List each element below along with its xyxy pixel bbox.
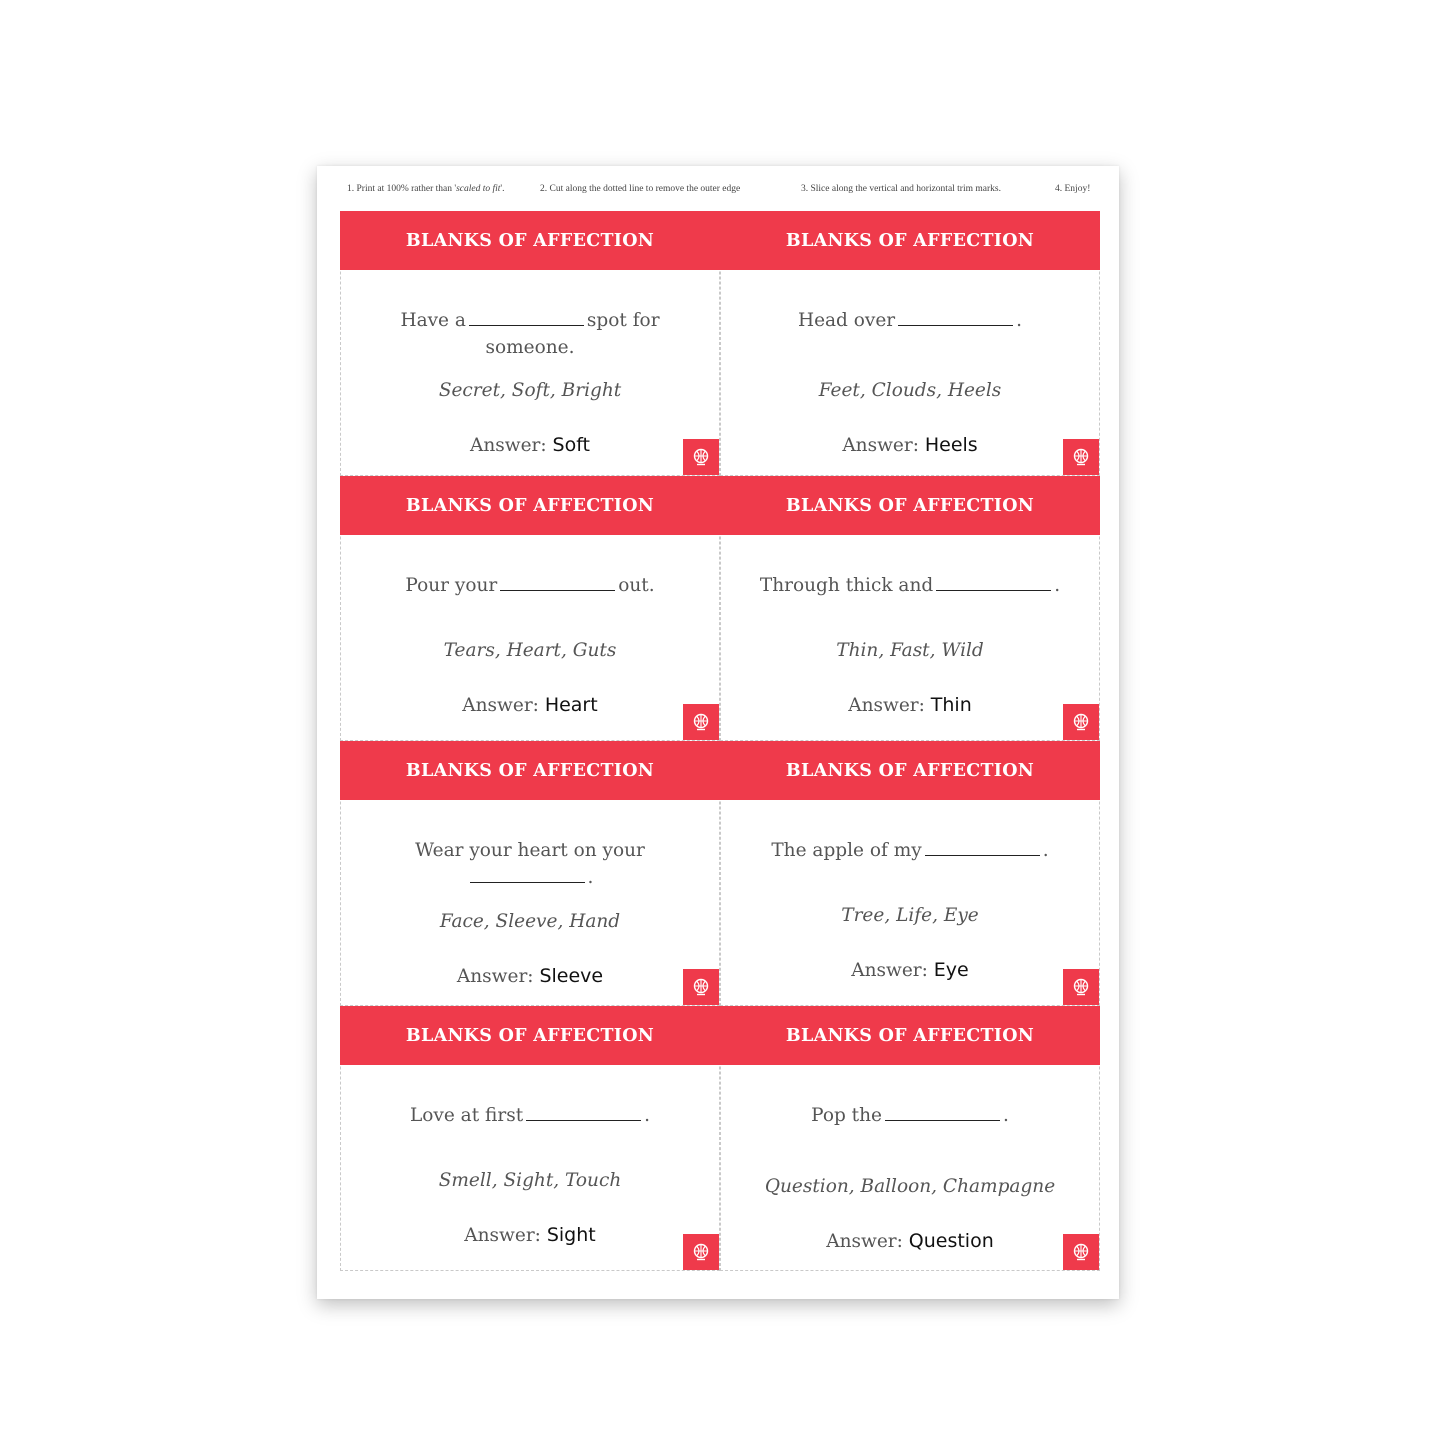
globe-logo-icon [683,439,719,475]
print-instructions [317,184,1119,200]
card-options: Smell, Sight, Touch [438,1170,622,1191]
card-banner: BLANKS OF AFFECTION [340,211,720,270]
card-banner: BLANKS OF AFFECTION [340,741,720,800]
blank-line [469,309,584,326]
globe-logo-glyph [691,977,711,997]
card-question: Have a spot for someone. [400,310,660,358]
card-banner: BLANKS OF AFFECTION [720,741,1100,800]
card-question: Pop the . [811,1105,1009,1126]
card-options: Face, Sleeve, Hand [439,911,621,932]
card-options: Question, Balloon, Champagne [764,1176,1056,1197]
globe-logo-glyph [691,1242,711,1262]
globe-logo-icon [1063,439,1099,475]
blank-line [898,309,1013,326]
card-answer: Answer: Heels [842,434,978,456]
blank-line [500,574,615,591]
card-question: Wear your heart on your . [415,840,645,888]
globe-logo-glyph [1071,447,1091,467]
globe-logo-glyph [1071,977,1091,997]
card-banner: BLANKS OF AFFECTION [720,1006,1100,1065]
card-6 [720,741,1100,1006]
card-options: Tree, Life, Eye [841,905,979,926]
card-options: Thin, Fast, Wild [836,640,984,661]
card-question: Love at first . [409,1105,651,1126]
card-options: Secret, Soft, Bright [438,380,622,401]
card-2 [720,211,1100,476]
card-grid [340,211,1101,1273]
globe-logo-icon [683,969,719,1005]
card-question: The apple of my . [771,840,1049,861]
blank-line [936,574,1051,591]
card-banner: BLANKS OF AFFECTION [720,476,1100,535]
instruction-step-4: 4. Enjoy! [1055,184,1091,194]
card-answer: Answer: Sight [464,1224,596,1246]
globe-logo-icon [1063,1234,1099,1270]
globe-logo-icon [683,1234,719,1270]
globe-logo-icon [1063,704,1099,740]
blank-line [470,866,585,883]
instruction-step-2: 2. Cut along the dotted line to remove the outer edge [540,184,741,194]
card-options: Feet, Clouds, Heels [818,380,1002,401]
blank-line [925,839,1040,856]
globe-logo-glyph [1071,712,1091,732]
card-7 [340,1006,720,1271]
card-options: Tears, Heart, Guts [443,640,617,661]
card-banner: BLANKS OF AFFECTION [340,476,720,535]
card-5 [340,741,720,1006]
card-answer: Answer: Heart [462,694,598,716]
card-8 [720,1006,1100,1271]
blank-line [526,1104,641,1121]
instruction-step-3: 3. Slice along the vertical and horizontal trim marks. [801,184,1001,194]
instruction-step-1: 1. Print at 100% rather than 'scaled to fit'. [347,184,505,194]
card-question: Pour your out. [405,575,655,596]
card-answer: Answer: Thin [848,694,972,716]
globe-logo-glyph [691,447,711,467]
card-answer: Answer: Eye [851,959,969,981]
globe-logo-icon [1063,969,1099,1005]
card-question: Head over . [797,310,1023,331]
card-answer: Answer: Sleeve [456,965,604,987]
globe-logo-icon [683,704,719,740]
card-banner: BLANKS OF AFFECTION [720,211,1100,270]
card-answer: Answer: Question [826,1230,994,1252]
card-answer: Answer: Soft [469,434,591,456]
card-3 [340,476,720,741]
card-4 [720,476,1100,741]
blank-line [885,1104,1000,1121]
printable-sheet [317,166,1119,1299]
card-question: Through thick and . [759,575,1061,596]
globe-logo-glyph [691,712,711,732]
card-1 [340,211,720,476]
globe-logo-glyph [1071,1242,1091,1262]
card-banner: BLANKS OF AFFECTION [340,1006,720,1065]
